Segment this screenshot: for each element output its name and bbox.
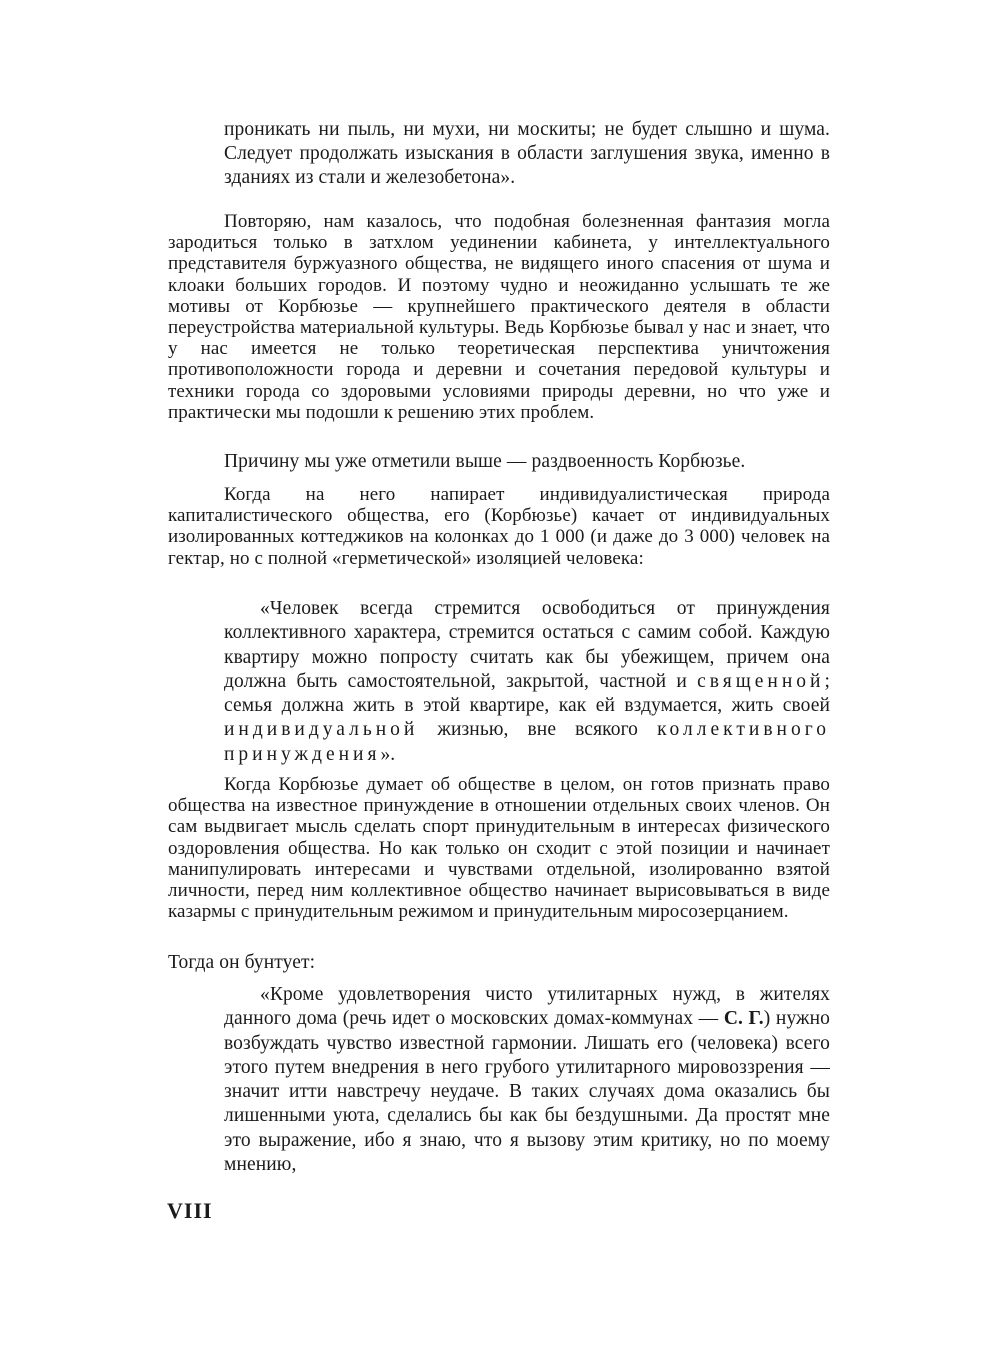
paragraph-repeat-text: Повторяю, нам казалось, что подобная болезненная фантазия могла зародиться только в затхлом уединении кабинета, у интеллектуального представителя буржуазного общества, не видящего иного спасения от шума и клоаки больших городов. И поэтому чудно и неожиданно услышать те же мотивы от Корбюзье — крупнейшего практического деятеля в области переустройства материальной культуры. Ведь Корбюзье бывал у нас и знает, что у нас имеется не только теоретическая перспектива уничтожения противоположности города и деревни и сочетания передовой культуры и техники города со здоровыми условиями природы деревни, но что уже и практически мы подошли к решению этих проблем.: [168, 211, 830, 423]
author-initials: С. Г.: [723, 1008, 764, 1030]
page-number: VIII: [167, 1198, 213, 1223]
paragraph-individualism: [168, 484, 830, 569]
paragraph-individualism-text: Когда на него напирает индивидуалистическая природа капиталистического общества, его (Корбюзье) качает от индивидуальных изолированных коттеджиков на колонках до 1 000 (и даже до 3 000) человек на гектар, но с полной «герметической» изоляцией человека:: [168, 484, 830, 569]
paragraph-reason: [168, 451, 830, 472]
blockquote-privacy-text-3: жизнью, вне всякого: [418, 719, 658, 741]
paragraph-society-text: Когда Корбюзье думает об обществе в целом, он готов признать право общества на известное принуждение в отношении отдельных своих членов. Он сам выдвигает мысль сделать спорт принудительным в интересах физического оздоровления общества. Но как только он сходит с этой позиции и начинает манипулировать интересами и чувствами отдельной, изолированно взятой личности, перед ним коллективное общество начинает вырисовываться в виде казармы с принудительным режимом и принудительным миросозерцанием.: [168, 774, 830, 923]
paragraph-rebellion: Тогда он бунтует:: [168, 952, 316, 973]
blockquote-privacy-text-4: ».: [380, 743, 396, 765]
paragraph-continuation: проникать ни пыль, ни мухи, ни москиты; не будет слышно и шума. Следует продолжать изыскания в области заглушения звука, именно в зданиях из стали и железобетона».: [224, 119, 830, 188]
emphasis-individual: индивидуальной: [224, 719, 419, 741]
paragraph-repeat: [168, 211, 830, 423]
blockquote-privacy: [224, 597, 830, 767]
emphasis-collective-coercion: коллективного принуждения: [224, 719, 830, 765]
blockquote-privacy-text-2: ; семья должна жить в этой квартире, как ей вздумается, жить своей: [224, 670, 830, 717]
paragraph-society: [168, 774, 830, 922]
blockquote-harmony-text-1: «Кроме удовлетворения чисто утилитарных нужд, в жителях данного дома (речь идет о московских домах-коммунах —: [224, 984, 830, 1030]
blockquote-privacy-text-1: «Человек всегда стремится освободиться от принуждения коллективного характера, стремится остаться с самим собой. Каждую квартиру можно попросту считать как бы убежищем, причем она должна быть самостоятельной, закрытой, частной и: [224, 598, 830, 692]
emphasis-sacred: священной: [697, 670, 825, 692]
blockquote-harmony-text-2: ) нужно возбуждать чувство известной гармонии. Лишать его (человека) всего этого путем внедрения в него грубого утилитарного мировоззрения — значит итти навстречу неудаче. В таких случаях дома оказались бы лишенными уюта, сделались бы как бы бездушными. Да простят мне это выражение, ибо я знаю, что я вызову этим критику, но по моему мнению,: [224, 1008, 831, 1176]
paragraph-reason-text: Причину мы уже отметили выше — раздвоенность Корбюзье.: [224, 451, 746, 472]
blockquote-harmony: [224, 983, 830, 1177]
